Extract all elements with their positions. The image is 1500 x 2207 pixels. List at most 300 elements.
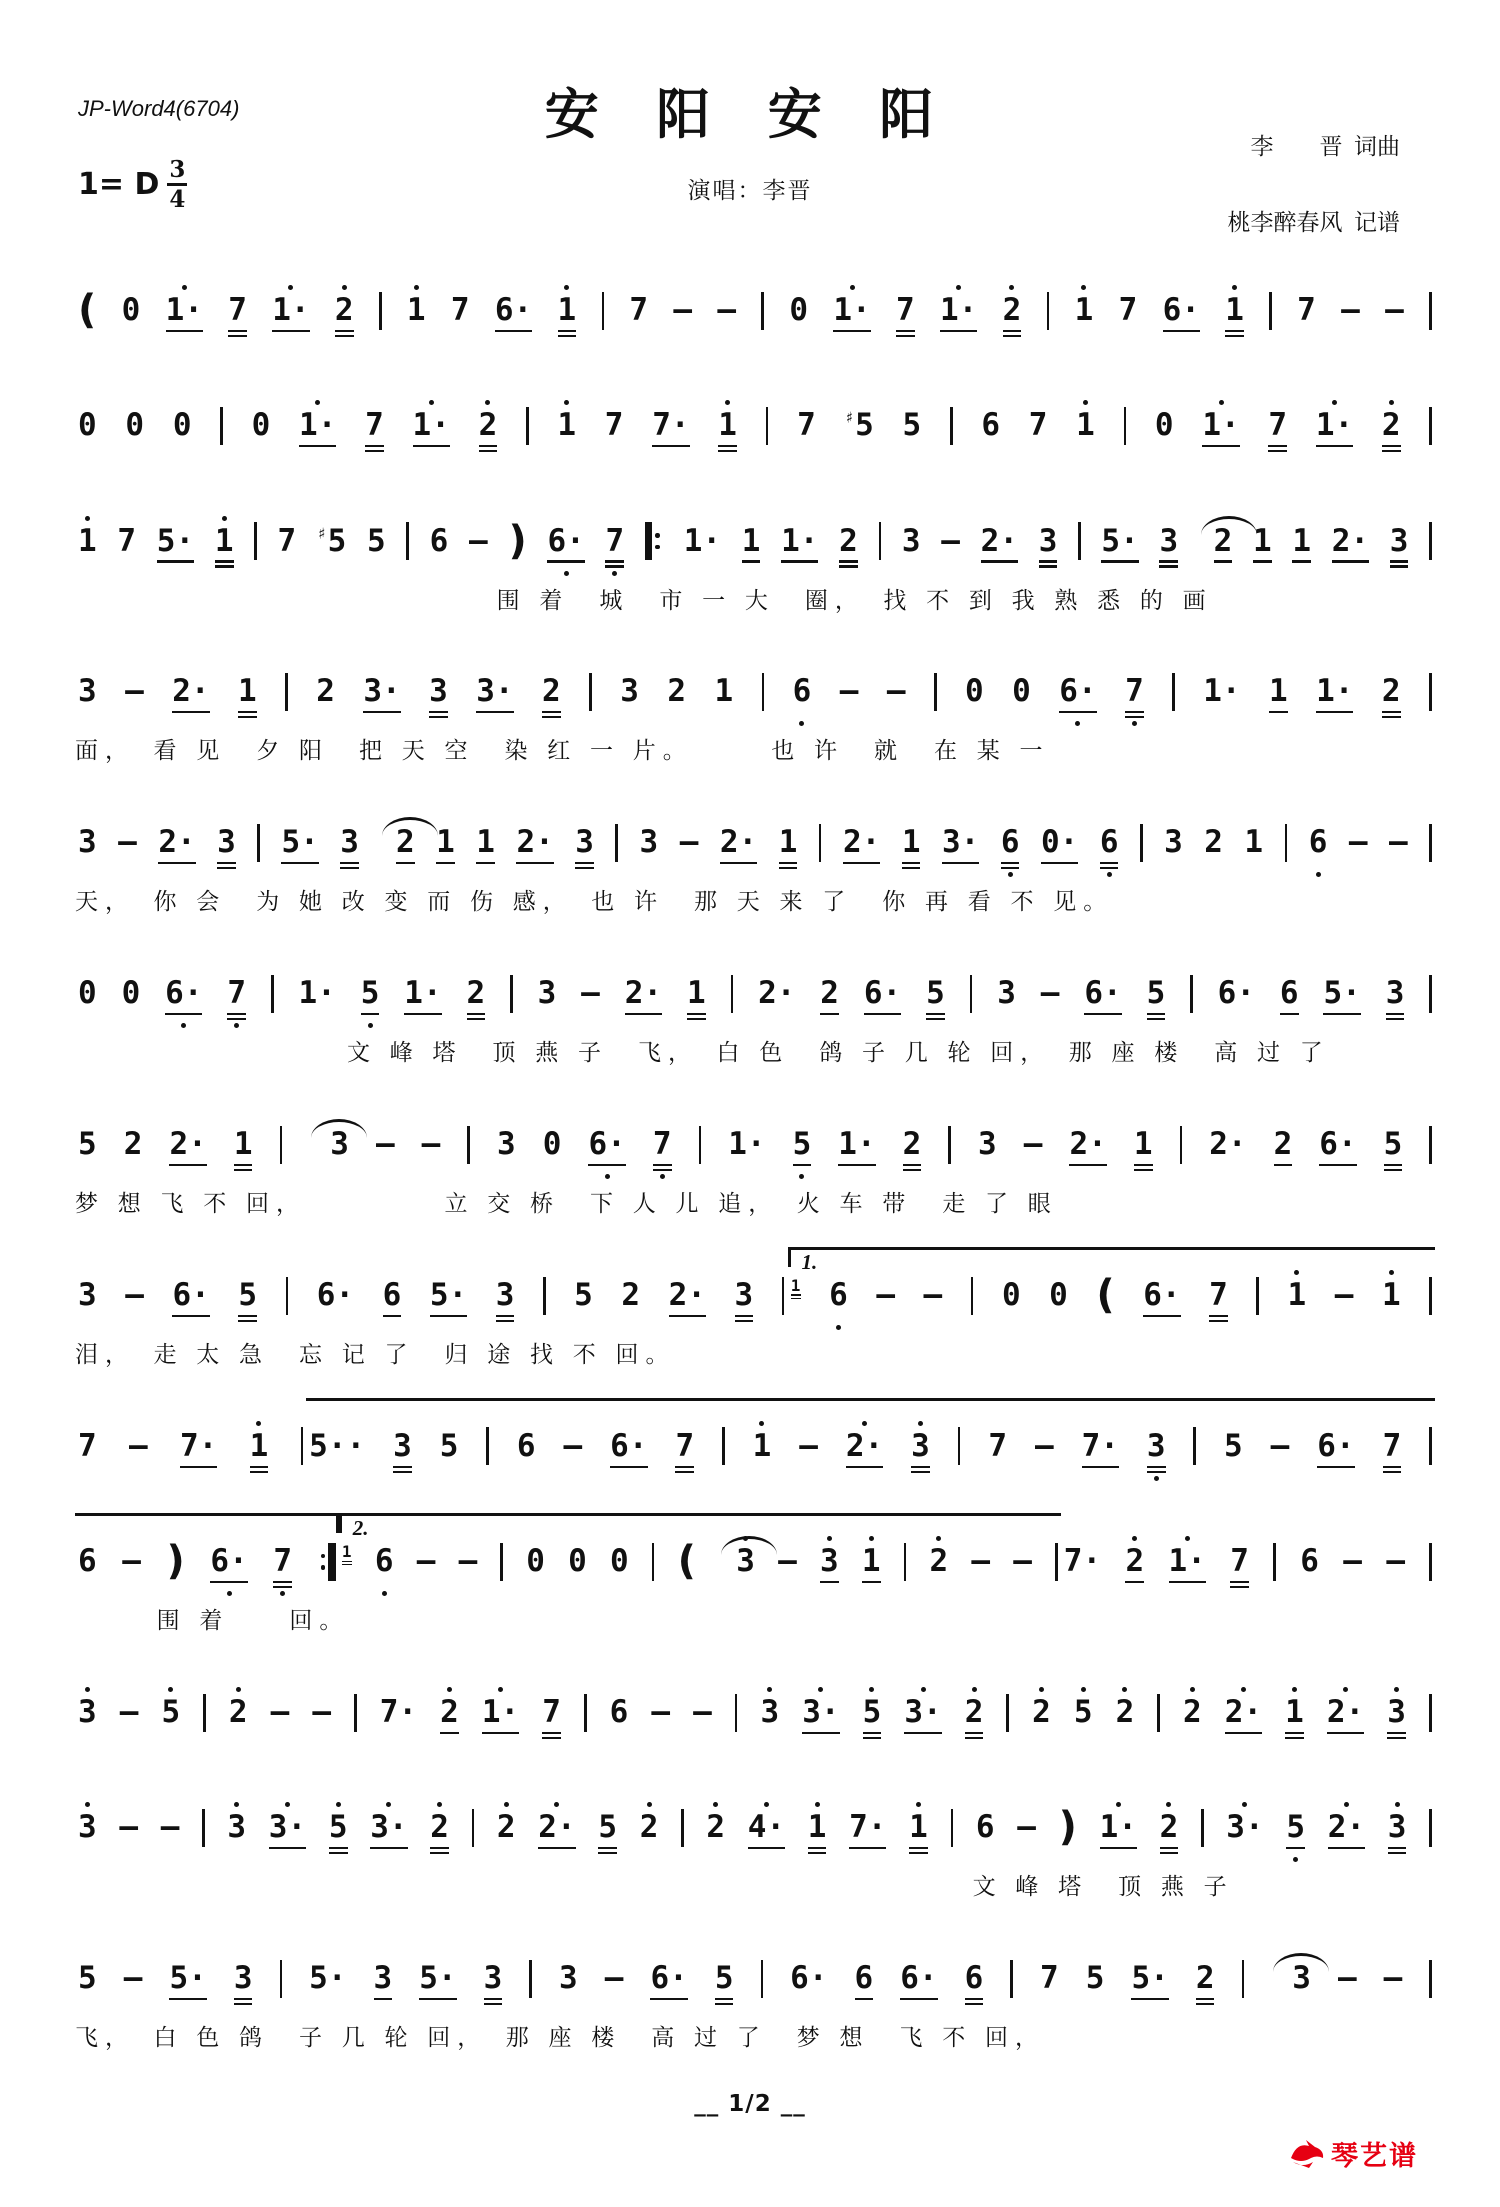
note: 7 — [1297, 292, 1316, 328]
beam-underline — [1316, 711, 1353, 713]
music-segment — [75, 794, 1435, 880]
note: 3 — [78, 1277, 97, 1314]
beam-underline — [904, 1732, 941, 1734]
rest-note: 0 — [789, 292, 809, 328]
note: 2 — [467, 964, 486, 1031]
barline — [971, 1266, 974, 1333]
beam-underline — [1386, 1013, 1405, 1015]
key-value: 1= D — [78, 166, 160, 202]
barline — [1429, 1115, 1432, 1182]
barline — [1047, 281, 1050, 348]
note: 3 — [978, 1126, 997, 1163]
credit-transcriber: 桃李醉春风 记谱 — [1227, 209, 1400, 235]
beam-underline — [909, 1847, 928, 1849]
note: 3 — [997, 975, 1016, 1012]
note: 3 — [374, 1949, 393, 2016]
beam-underline — [436, 862, 455, 864]
music-row — [75, 945, 1435, 1031]
note: 7 — [605, 512, 624, 579]
note: 6 — [793, 662, 812, 729]
note: 2 — [335, 281, 354, 348]
note: 3 — [735, 1266, 754, 1333]
note: 3 — [575, 813, 594, 880]
note: 6· — [864, 964, 901, 1031]
octave-dot-above — [850, 285, 855, 290]
beam-underline — [900, 1998, 937, 2000]
rest-note: 0 — [78, 407, 97, 444]
lyrics-line: 围 着 回。 — [156, 1608, 350, 1634]
note: 5· — [169, 1949, 206, 2016]
note: 3· — [802, 1683, 839, 1750]
note: 3 — [1164, 824, 1183, 861]
octave-dot-above — [564, 400, 569, 405]
note: 2· — [1327, 1683, 1364, 1750]
octave-dot-above — [815, 1802, 820, 1807]
beam-underline — [547, 560, 584, 562]
dash-sustain: – — [125, 1277, 144, 1314]
octave-dot-above — [972, 1687, 977, 1692]
octave-dot-above — [764, 1802, 769, 1807]
note: 7 — [988, 1427, 1007, 1464]
dash-sustain: – — [876, 1277, 895, 1314]
beam-underline — [1285, 1732, 1304, 1734]
note: 1· — [1100, 1798, 1137, 1865]
beam-underline — [1280, 1013, 1299, 1015]
beam-underline — [942, 862, 979, 864]
note: 6 — [1100, 813, 1119, 880]
note: 5 — [1224, 1427, 1243, 1464]
note: 1 — [215, 512, 234, 579]
barline — [766, 396, 769, 463]
beam-underline — [1131, 1998, 1168, 2000]
barline — [280, 1115, 283, 1182]
volta-label: 1. — [801, 1250, 818, 1275]
note: 1· — [683, 522, 722, 559]
beam-underline — [1059, 711, 1096, 713]
note: 7 — [450, 292, 470, 328]
beam-underline — [833, 330, 870, 332]
note: 3 — [234, 1949, 253, 2016]
note: 5 — [161, 1683, 180, 1750]
music-segment — [339, 1513, 1061, 1599]
note: 3· — [1226, 1798, 1263, 1865]
beam-underline — [166, 330, 203, 332]
note: 5· — [1323, 964, 1360, 1031]
volta-label: 2. — [352, 1516, 369, 1541]
beam-underline — [1100, 1847, 1137, 1849]
beam-underline — [598, 1847, 617, 1849]
note: 1 — [407, 281, 426, 348]
note: 6· — [1163, 281, 1200, 348]
note: 5 — [1085, 1960, 1105, 1997]
octave-dot-above — [862, 1421, 867, 1426]
octave-dot-below — [234, 1023, 239, 1028]
note: 2 — [839, 512, 858, 579]
note: 2· — [169, 1115, 206, 1182]
lyrics-line: 文 峰 塔 顶 燕 子 飞， 白 色 鸽 子 几 轮 回， 那 座 楼 高 过 了 — [347, 1040, 1330, 1066]
barline — [950, 396, 953, 463]
note: 7 — [277, 522, 297, 559]
note: 1 — [909, 1798, 928, 1865]
parenthesis: ) — [166, 1538, 185, 1585]
note: 1 — [779, 813, 798, 880]
beam-underline — [1316, 445, 1353, 447]
octave-dot-below — [1132, 721, 1137, 726]
dash-sustain: – — [1034, 1427, 1054, 1464]
beam-underline — [496, 1315, 515, 1317]
note: 3· — [269, 1798, 306, 1865]
note: 2 — [1116, 1683, 1135, 1750]
beam-underline — [413, 445, 450, 447]
note: 2· — [158, 813, 195, 880]
beam-underline — [210, 1581, 247, 1583]
note: 1 — [238, 662, 257, 729]
music-segment — [75, 1096, 1435, 1182]
barline — [615, 813, 618, 880]
note: 2 — [667, 673, 686, 710]
beam-underline — [383, 1315, 402, 1317]
note: 2 — [229, 1683, 248, 1750]
note: 6· — [547, 512, 584, 579]
octave-dot-above — [827, 1536, 832, 1541]
note: 3· — [363, 662, 400, 729]
octave-dot-above — [236, 1687, 241, 1692]
note: 2 — [1204, 824, 1223, 861]
octave-dot-above — [916, 1802, 921, 1807]
note: 1· — [838, 1115, 875, 1182]
dash-sustain: – — [799, 1427, 818, 1464]
octave-dot-above — [1332, 400, 1337, 405]
note: 2 — [430, 1798, 449, 1865]
music-row — [75, 794, 1435, 880]
note: 5· — [419, 1949, 456, 2016]
beam-underline — [940, 330, 977, 332]
note: 1· — [1203, 673, 1241, 710]
beam-underline — [1317, 1466, 1354, 1468]
barline — [681, 1798, 684, 1865]
barline — [1429, 1266, 1432, 1333]
note: 2· — [843, 813, 880, 880]
note: 1 — [1075, 281, 1094, 348]
note: 1 — [902, 813, 921, 880]
music-system — [75, 1664, 1435, 1750]
music-segment — [1061, 1513, 1435, 1599]
note: 6· — [1143, 1266, 1180, 1333]
time-signature — [167, 158, 187, 211]
beam-underline — [1388, 1847, 1407, 1849]
note: 6 — [1001, 813, 1020, 880]
beam-underline — [965, 1732, 984, 1734]
music-segment — [75, 1930, 1435, 2016]
singer-label: 演唱：李晋 — [687, 178, 813, 203]
note: 6 — [383, 1266, 402, 1333]
beam-underline — [575, 862, 594, 864]
barline — [1429, 1683, 1432, 1750]
note: 2· — [172, 662, 209, 729]
octave-dot-above — [1122, 1687, 1127, 1692]
octave-dot-below — [1107, 872, 1112, 877]
music-row — [75, 643, 1435, 729]
barline — [735, 1683, 738, 1750]
barline — [1285, 813, 1288, 880]
beam-underline — [1382, 445, 1401, 447]
note: 5 — [78, 1960, 97, 1997]
note: 3 — [330, 1126, 349, 1163]
beam-underline — [1327, 1732, 1364, 1734]
barline — [529, 1949, 532, 2016]
octave-dot-above — [1389, 400, 1394, 405]
beam-underline — [157, 560, 194, 562]
rest-note: 0 — [251, 407, 271, 444]
note: 2· — [1225, 1683, 1262, 1750]
note: 3 — [429, 662, 448, 729]
dash-sustain: – — [375, 1126, 395, 1163]
note: 7 — [604, 407, 624, 444]
barline — [589, 662, 592, 729]
note: 7 — [542, 1683, 561, 1750]
beam-underline — [169, 1164, 206, 1166]
music-system — [75, 377, 1435, 463]
beam-underline — [1225, 330, 1244, 332]
octave-dot-below — [605, 1174, 610, 1179]
beam-underline — [365, 445, 384, 447]
rest-note: 0 — [1001, 1277, 1021, 1314]
beam-underline — [855, 1998, 874, 2000]
octave-dot-above — [1294, 1270, 1299, 1275]
note: 3 — [484, 1949, 503, 2016]
octave-dot-above — [386, 1802, 391, 1807]
note: 2 — [479, 396, 498, 463]
barline — [301, 1417, 304, 1484]
barline — [1006, 1683, 1009, 1750]
rest-note: 0 — [526, 1543, 545, 1580]
rest-note: 0 — [78, 975, 97, 1012]
barline — [602, 281, 605, 348]
octave-dot-above — [234, 1802, 239, 1807]
beam-underline — [1196, 1998, 1215, 2000]
beam-underline — [911, 1466, 930, 1468]
barline — [1429, 1532, 1432, 1599]
barline — [202, 1798, 205, 1865]
note: 7 — [1268, 396, 1287, 463]
octave-dot-above — [315, 400, 320, 405]
beam-underline — [374, 1998, 393, 2000]
rest-note: 0 — [172, 407, 192, 444]
note: 3 — [78, 1798, 97, 1865]
octave-dot-above — [918, 1421, 923, 1426]
note: ♯ 5 — [844, 407, 874, 444]
barline — [1242, 1949, 1245, 2016]
barline — [1193, 1417, 1196, 1484]
octave-dot-above — [1190, 1687, 1195, 1692]
note: 2 — [1160, 1798, 1179, 1865]
note: 3 — [1388, 1798, 1407, 1865]
credit-words-music: 李 晋 词曲 — [1250, 134, 1400, 159]
note: 7 — [1383, 1417, 1402, 1484]
beam-underline — [429, 711, 448, 713]
beam-underline — [273, 1581, 292, 1583]
note: 2 — [440, 1683, 459, 1750]
barline — [1429, 1798, 1432, 1865]
music-segment — [75, 1779, 1435, 1865]
barline — [526, 396, 529, 463]
beam-underline — [482, 1732, 519, 1734]
note: 1· — [298, 975, 336, 1012]
music-system — [75, 945, 1435, 1067]
beam-underline — [625, 1013, 662, 1015]
beam-underline — [1069, 1164, 1106, 1166]
beam-underline — [1286, 1847, 1305, 1849]
note: 6· — [588, 1115, 625, 1182]
barline — [699, 1115, 702, 1182]
beam-underline — [862, 1581, 881, 1583]
note: 7 — [228, 281, 247, 348]
dash-sustain: – — [1270, 1427, 1290, 1464]
note: 3 — [559, 1960, 578, 1997]
octave-dot-above — [759, 1421, 764, 1426]
dash-sustain: – — [1389, 824, 1408, 861]
beam-underline — [476, 862, 495, 864]
note: 3 — [1387, 1683, 1406, 1750]
note: 5 — [439, 1427, 459, 1464]
note: 1 — [753, 1417, 772, 1484]
beam-underline — [653, 1164, 672, 1166]
note: 2· — [846, 1417, 883, 1484]
note: 3 — [736, 1532, 755, 1599]
octave-dot-above — [1232, 285, 1237, 290]
octave-dot-above — [818, 1687, 823, 1692]
music-system — [75, 1398, 1435, 1484]
note: 7 — [629, 292, 649, 328]
beam-underline — [1003, 330, 1022, 332]
music-segment — [306, 1398, 1435, 1484]
octave-dot-above — [1116, 1802, 1121, 1807]
barline — [543, 1266, 546, 1333]
note: 7 — [896, 281, 915, 348]
dash-sustain: – — [1343, 1543, 1362, 1580]
barline — [731, 964, 734, 1031]
beam-underline — [430, 1315, 467, 1317]
rest-note: 0· — [1041, 813, 1078, 880]
octave-dot-below — [564, 571, 569, 576]
beam-underline — [863, 1732, 882, 1734]
beam-underline — [1160, 1847, 1179, 1849]
rest-note: 0 — [1012, 673, 1031, 710]
lyrics-line: 天， 你 会 为 她 改 变 而 伤 感， 也 许 那 天 来 了 你 再 看 不 见。 — [75, 889, 1114, 915]
note: 3· — [942, 813, 979, 880]
dash-sustain: – — [1334, 1277, 1354, 1314]
octave-dot-below — [227, 1591, 232, 1596]
beam-underline — [1159, 560, 1178, 562]
dash-sustain: – — [1385, 292, 1404, 328]
beam-underline — [335, 330, 354, 332]
music-segment — [75, 1664, 1435, 1750]
barline — [1172, 662, 1175, 729]
dash-sustain: – — [160, 1809, 180, 1846]
beam-underline — [903, 1164, 922, 1166]
note: 7 — [227, 964, 246, 1031]
barline — [1180, 1115, 1183, 1182]
note: 1 — [250, 1417, 269, 1484]
note: 3 — [496, 1266, 515, 1333]
note: 2 — [1032, 1683, 1051, 1750]
site-logo — [1287, 2134, 1418, 2173]
note: 7· — [379, 1694, 418, 1731]
octave-dot-above — [342, 285, 347, 290]
octave-dot-above — [647, 1802, 652, 1807]
note: 1· — [272, 281, 309, 348]
note: 2 — [123, 1126, 143, 1163]
barline — [286, 1266, 289, 1333]
music-system — [75, 493, 1435, 615]
note: 6· — [316, 1277, 355, 1314]
note: 6· — [1084, 964, 1121, 1031]
dash-sustain: – — [581, 975, 600, 1012]
beam-underline — [516, 862, 553, 864]
dash-sustain: – — [1023, 1126, 1043, 1163]
octave-dot-below — [181, 1023, 186, 1028]
beam-underline — [1332, 560, 1369, 562]
note: 2 — [706, 1798, 725, 1865]
octave-dot-above — [936, 1536, 941, 1541]
barline — [1256, 1266, 1259, 1333]
octave-dot-above — [564, 285, 569, 290]
dash-sustain: – — [122, 1543, 141, 1580]
note: 7· — [180, 1417, 217, 1484]
note: 6 — [609, 1694, 629, 1731]
dash-sustain: – — [458, 1543, 478, 1580]
note: 5 — [329, 1798, 348, 1865]
octave-dot-below — [660, 1174, 665, 1179]
barline — [1190, 964, 1193, 1031]
barline — [1078, 512, 1081, 579]
beam-underline — [484, 1998, 503, 2000]
octave-dot-above — [85, 516, 90, 521]
note: 5· — [281, 813, 318, 880]
beam-underline — [1134, 1164, 1153, 1166]
rest-note: 0 — [125, 407, 145, 444]
beam-underline — [558, 330, 577, 332]
beam-underline — [1387, 1732, 1406, 1734]
barline — [257, 813, 260, 880]
beam-underline — [217, 862, 236, 864]
note: 3 — [340, 813, 359, 880]
dash-sustain: – — [1013, 1543, 1032, 1580]
note: 1 — [1292, 512, 1311, 579]
note: 7 — [797, 407, 816, 444]
barline — [510, 964, 513, 1031]
octave-dot-above — [1394, 1687, 1399, 1692]
note: 2 — [965, 1683, 984, 1750]
octave-dot-above — [288, 285, 293, 290]
note: 3 — [78, 1683, 97, 1750]
dash-sustain: – — [923, 1277, 943, 1314]
note: 5 — [1074, 1683, 1093, 1750]
octave-dot-above — [1242, 1802, 1247, 1807]
music-system — [75, 1930, 1435, 2052]
beam-underline — [839, 560, 858, 562]
barline — [948, 1115, 951, 1182]
note: 4· — [748, 1798, 785, 1865]
beam-underline — [1274, 1164, 1293, 1166]
note: 1· — [166, 281, 203, 348]
barline — [1269, 281, 1272, 348]
lyrics-line: 梦 想 飞 不 回， 立 交 桥 下 人 儿 追， 火 车 带 走 了 眼 — [75, 1191, 1058, 1217]
note: 2 — [640, 1798, 659, 1865]
dash-sustain: – — [693, 1694, 712, 1731]
barline — [220, 396, 223, 463]
note: 7· — [652, 396, 689, 463]
